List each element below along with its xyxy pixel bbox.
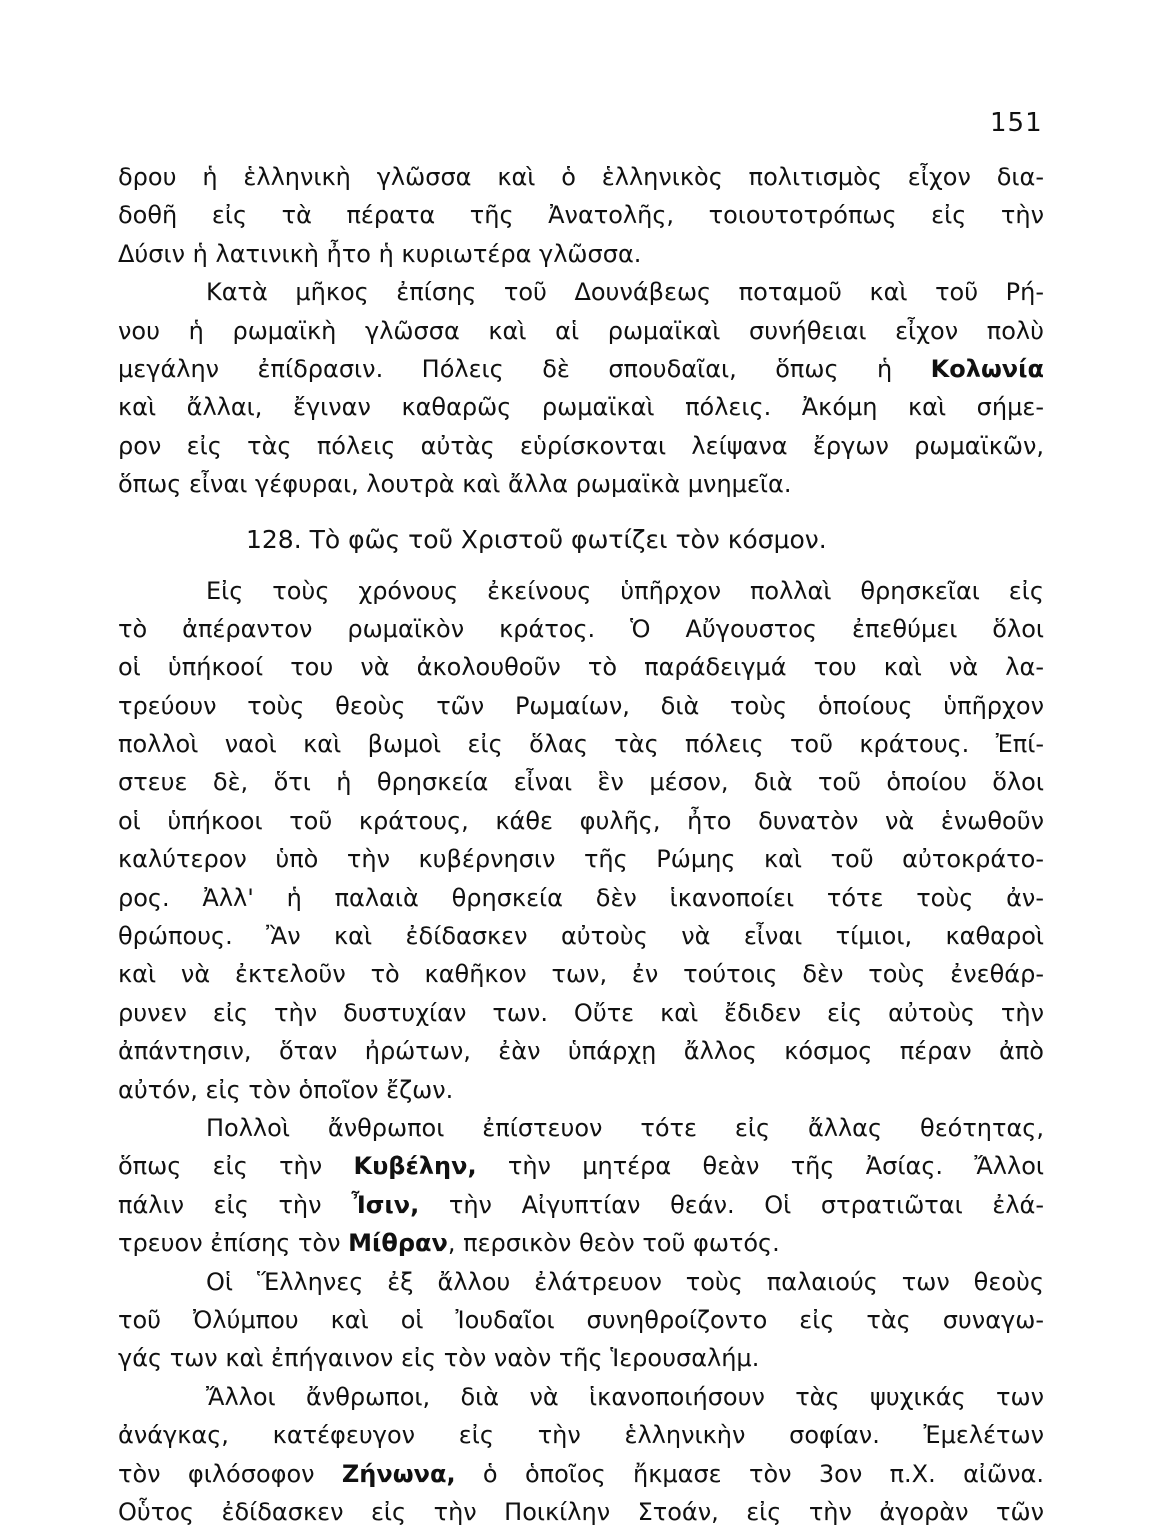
- text-line: ὅπως εἶναι γέφυραι, λουτρὰ καὶ ἄλλα ρωμαϊκὰ μνημεῖα.: [118, 470, 792, 499]
- text-line: ρυνεν εἰς τὴν δυστυχίαν των. Οὔτε καὶ ἔδιδεν εἰς αὐτοὺς τὴν: [118, 998, 1044, 1027]
- text-line: Εἰς τοὺς χρόνους ἐκείνους ὑπῆρχον πολλαὶ θρησκεῖαι εἰς: [206, 576, 1044, 605]
- text-line: δρου ἡ ἑλληνικὴ γλῶσσα καὶ ὁ ἑλληνικὸς πολιτισμὸς εἶχον δια-: [118, 163, 1044, 191]
- text-line: οἱ ὑπήκοοι τοῦ κράτους, κάθε φυλῆς, ἦτο δυνατὸν νὰ ἑνωθοῦν: [118, 806, 1044, 835]
- paragraph: [118, 1378, 1044, 1531]
- text-line: Ἄλλοι ἄνθρωποι, διὰ νὰ ἱκανοποιήσουν τὰς ψυχικάς των: [206, 1382, 1044, 1411]
- text-line: [118, 1186, 1044, 1224]
- paragraph: [118, 1263, 1044, 1378]
- text-line: δοθῆ εἰς τὰ πέρατα τῆς Ἀνατολῆς, τοιουτοτρόπως εἰς τὴν: [118, 201, 1044, 230]
- bold-term: Ἶσιν,: [351, 1190, 420, 1219]
- line-text: τρευον ἐπίσης τὸν: [118, 1229, 349, 1258]
- text-line: [118, 350, 1044, 388]
- paragraph: [118, 158, 1044, 273]
- section-heading: 128. Τὸ φῶς τοῦ Χριστοῦ φωτίζει τὸν κόσμον.: [246, 524, 827, 554]
- paragraph: [118, 572, 1044, 1109]
- text-line: [118, 1147, 1044, 1185]
- bold-term: Ζήνωνα,: [341, 1459, 456, 1488]
- text-line: γάς των καὶ ἐπήγαινον εἰς τὸν ναὸν τῆς Ἱερουσαλήμ.: [118, 1344, 760, 1373]
- page-number: 151: [990, 108, 1043, 138]
- paragraph: [118, 273, 1044, 503]
- body-text: [118, 158, 1044, 1531]
- text-line: Πολλοὶ ἄνθρωποι ἐπίστευον τότε εἰς ἄλλας θεότητας,: [206, 1113, 1044, 1142]
- text-line: [118, 1455, 1044, 1493]
- text-line: ρος. Ἀλλ' ἡ παλαιὰ θρησκεία δὲν ἱκανοποίει τότε τοὺς ἀν-: [118, 883, 1044, 912]
- line-text: ὁ ὁποῖος ἤκμασε τὸν 3ον π.Χ. αἰῶνα.: [455, 1459, 1044, 1488]
- line-text: τὸν φιλόσοφον: [118, 1459, 342, 1488]
- paragraph: [118, 1109, 1044, 1263]
- text-line: οἱ ὑπήκοοί του νὰ ἀκολουθοῦν τὸ παράδειγμά του καὶ νὰ λα-: [118, 653, 1044, 682]
- text-line: αὐτόν, εἰς τὸν ὁποῖον ἔζων.: [118, 1075, 454, 1104]
- text-line: Κατὰ μῆκος ἐπίσης τοῦ Δουνάβεως ποταμοῦ καὶ τοῦ Ρή-: [206, 278, 1044, 307]
- text-line: καὶ νὰ ἐκτελοῦν τὸ καθῆκον των, ἐν τούτοις δὲν τοὺς ἐνεθάρ-: [118, 960, 1044, 989]
- text-line: τὸ ἀπέραντον ρωμαϊκὸν κράτος. Ὁ Αὔγουστος ἐπεθύμει ὅλοι: [118, 614, 1044, 643]
- line-text: τὴν Αἰγυπτίαν θεάν. Οἱ στρατιῶται ἐλά-: [419, 1190, 1045, 1219]
- text-line: τρεύουν τοὺς θεοὺς τῶν Ρωμαίων, διὰ τοὺς ὁποίους ὑπῆρχον: [118, 691, 1044, 720]
- text-line: τοῦ Ὀλύμπου καὶ οἱ Ἰουδαῖοι συνηθροίζοντο εἰς τὰς συναγω-: [118, 1305, 1044, 1334]
- line-text: ὅπως εἰς τὴν: [118, 1152, 354, 1181]
- text-line: ἀνάγκας, κατέφευγον εἰς τὴν ἑλληνικὴν σοφίαν. Ἐμελέτων: [118, 1421, 1044, 1450]
- bold-term: Μίθραν: [348, 1229, 448, 1258]
- text-line: καὶ ἄλλαι, ἔγιναν καθαρῶς ρωμαϊκαὶ πόλεις. Ἀκόμη καὶ σήμε-: [118, 393, 1044, 422]
- text-line: πολλοὶ ναοὶ καὶ βωμοὶ εἰς ὅλας τὰς πόλεις τοῦ κράτους. Ἐπί-: [118, 730, 1044, 759]
- line-text: τὴν μητέρα θεὰν τῆς Ἀσίας. Ἄλλοι: [476, 1152, 1044, 1181]
- text-line: θρώπους. Ἂν καὶ ἐδίδασκεν αὐτοὺς νὰ εἶναι τίμιοι, καθαροὶ: [118, 922, 1044, 951]
- line-text: μεγάλην ἐπίδρασιν. Πόλεις δὲ σπουδαῖαι, ὅπως ἡ: [118, 354, 931, 383]
- text-line: καλύτερον ὑπὸ τὴν κυβέρνησιν τῆς Ρώμης καὶ τοῦ αὐτοκράτο-: [118, 845, 1044, 874]
- line-text: , περσικὸν θεὸν τοῦ φωτός.: [447, 1229, 780, 1258]
- text-line: [118, 1224, 1044, 1262]
- text-line: στευε δὲ, ὅτι ἡ θρησκεία εἶναι ἓν μέσον, διὰ τοῦ ὁποίου ὅλοι: [118, 768, 1044, 797]
- line-text: πάλιν εἰς τὴν: [118, 1190, 352, 1219]
- text-line: ρον εἰς τὰς πόλεις αὐτὰς εὑρίσκονται λείψανα ἔργων ρωμαϊκῶν,: [118, 431, 1044, 460]
- text-line: Οὗτος ἐδίδασκεν εἰς τὴν Ποικίλην Στοάν, εἰς τὴν ἀγορὰν τῶν: [118, 1497, 1044, 1526]
- text-line: Δύσιν ἡ λατινικὴ ἦτο ἡ κυριωτέρα γλῶσσα.: [118, 239, 642, 268]
- bold-term: Κυβέλην,: [353, 1152, 477, 1181]
- text-line: Οἱ Ἕλληνες ἐξ ἄλλου ἐλάτρευον τοὺς παλαιούς των θεοὺς: [206, 1267, 1044, 1296]
- bold-term: Κολωνία: [930, 354, 1044, 383]
- text-line: νου ἡ ρωμαϊκὴ γλῶσσα καὶ αἱ ρωμαϊκαὶ συνήθειαι εἶχον πολὺ: [118, 316, 1044, 345]
- text-line: ἀπάντησιν, ὅταν ἠρώτων, ἐὰν ὑπάρχῃ ἄλλος κόσμος πέραν ἀπὸ: [118, 1037, 1044, 1066]
